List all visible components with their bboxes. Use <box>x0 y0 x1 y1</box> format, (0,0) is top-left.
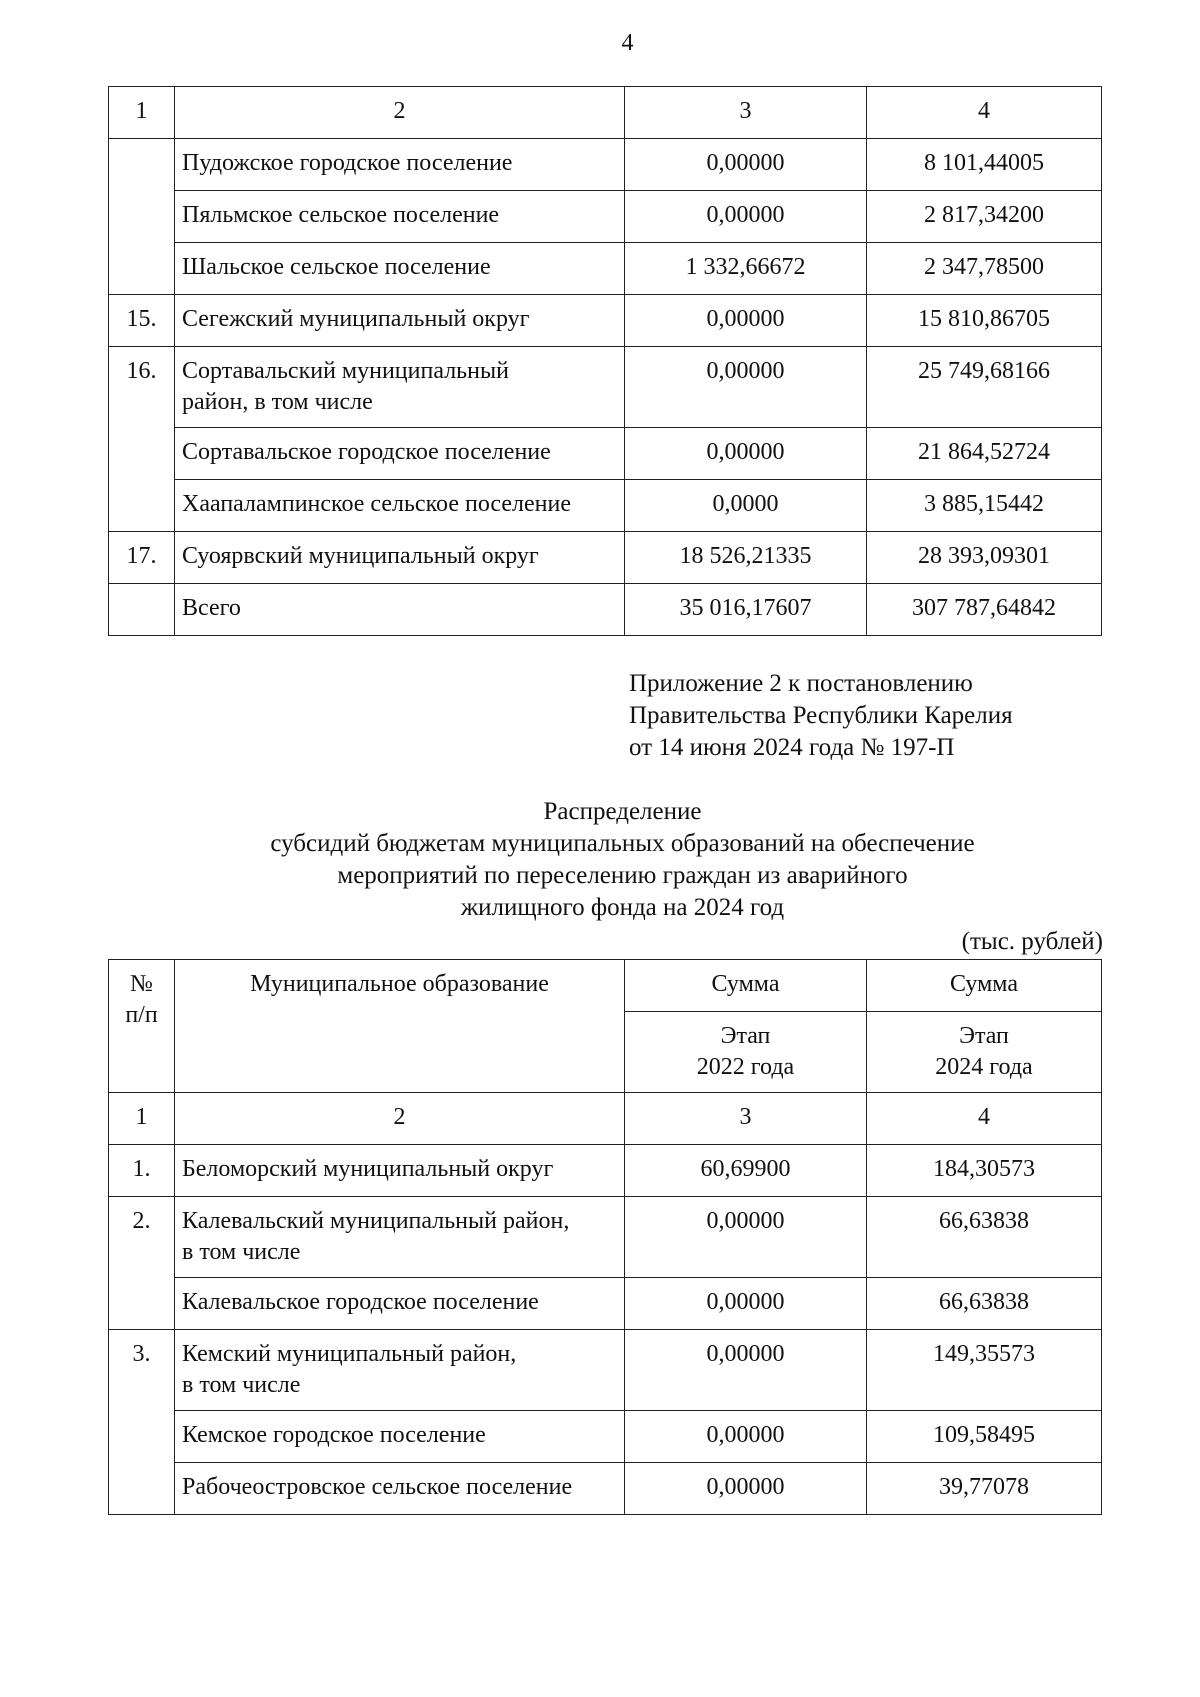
title-line: Распределение <box>543 798 702 825</box>
amount-2024: 2 817,34200 <box>867 191 1102 243</box>
total-amount-2024: 307 787,64842 <box>867 584 1102 636</box>
amount-2024: 109,58495 <box>867 1411 1102 1463</box>
column-number: 3 <box>625 1093 867 1145</box>
row-number: 15. <box>109 295 175 347</box>
amount-2024: 15 810,86705 <box>867 295 1102 347</box>
amount-2022: 1 332,66672 <box>625 243 867 295</box>
amount-2022: 0,0000 <box>625 480 867 532</box>
column-number: 2 <box>175 87 625 139</box>
municipality-name: Кемское городское поселение <box>175 1411 625 1463</box>
amount-2022: 60,69900 <box>625 1145 867 1197</box>
distribution-table <box>108 959 1102 1515</box>
amount-2024: 66,63838 <box>867 1278 1102 1330</box>
municipality-name-line: район, в том числе <box>182 389 373 415</box>
amount-2024: 149,35573 <box>867 1330 1102 1411</box>
amount-2024: 39,77078 <box>867 1463 1102 1515</box>
amount-2024: 2 347,78500 <box>867 243 1102 295</box>
amount-2022: 18 526,21335 <box>625 532 867 584</box>
column-number: 3 <box>625 87 867 139</box>
municipality-name <box>175 1330 625 1411</box>
amount-2024: 184,30573 <box>867 1145 1102 1197</box>
table-row <box>109 347 1102 428</box>
municipality-name: Рабочеостровское сельское поселение <box>175 1463 625 1515</box>
municipality-name-line: Калевальский муниципальный район, <box>182 1208 570 1234</box>
total-amount-2022: 35 016,17607 <box>625 584 867 636</box>
title-line: жилищного фонда на 2024 год <box>460 894 785 921</box>
column-number: 1 <box>109 1093 175 1145</box>
municipality-name: Пудожское городское поселение <box>175 139 625 191</box>
table-row <box>109 295 1102 347</box>
municipality-name-line: Сортавальский муниципальный <box>182 358 509 384</box>
column-number: 4 <box>867 1093 1102 1145</box>
table-row <box>109 1330 1102 1411</box>
municipality-name-line: в том числе <box>182 1239 301 1265</box>
table-row <box>109 428 1102 480</box>
municipality-name <box>175 1197 625 1278</box>
amount-2024: 21 864,52724 <box>867 428 1102 480</box>
table-row <box>109 1145 1102 1197</box>
table-row <box>109 1463 1102 1515</box>
amount-2024: 8 101,44005 <box>867 139 1102 191</box>
table-row <box>109 1411 1102 1463</box>
total-label: Всего <box>175 584 625 636</box>
row-number: 17. <box>109 532 175 584</box>
table-total-row <box>109 584 1102 636</box>
page-number: 4 <box>621 30 634 56</box>
municipality-name <box>175 347 625 428</box>
amount-2024: 66,63838 <box>867 1197 1102 1278</box>
table-row <box>109 191 1102 243</box>
header-sum: Сумма <box>867 960 1102 1012</box>
table-row <box>109 139 1102 191</box>
header-stage-line: Этап <box>959 1023 1009 1049</box>
municipality-name-line: Кемский муниципальный район, <box>182 1341 517 1367</box>
header-sum: Сумма <box>625 960 867 1012</box>
amount-2022: 0,00000 <box>625 191 867 243</box>
header-municipality: Муниципальное образование <box>175 960 625 1093</box>
amount-2024: 3 885,15442 <box>867 480 1102 532</box>
title-line: мероприятий по переселению граждан из аварийного <box>337 862 908 889</box>
table-row <box>109 480 1102 532</box>
amount-2022: 0,00000 <box>625 295 867 347</box>
municipality-name: Шальское сельское поселение <box>175 243 625 295</box>
header-stage-line: 2024 года <box>935 1054 1033 1080</box>
table-column-number-row <box>109 1093 1102 1145</box>
header-number-line: № <box>130 971 153 997</box>
municipality-name: Сортавальское городское поселение <box>175 428 625 480</box>
municipality-name: Суоярвский муниципальный округ <box>175 532 625 584</box>
municipality-name-line: в том числе <box>182 1372 301 1398</box>
municipality-name: Беломорский муниципальный округ <box>175 1145 625 1197</box>
amount-2024: 28 393,09301 <box>867 532 1102 584</box>
row-number: 16. <box>109 347 175 532</box>
column-number: 2 <box>175 1093 625 1145</box>
table-row <box>109 243 1102 295</box>
table-header-row <box>109 960 1102 1012</box>
table-row <box>109 532 1102 584</box>
amount-2022: 0,00000 <box>625 428 867 480</box>
municipality-name: Пяльмское сельское поселение <box>175 191 625 243</box>
appendix-reference <box>629 668 1013 764</box>
municipality-name: Сегежский муниципальный округ <box>175 295 625 347</box>
units-label: (тыс. рублей) <box>961 928 1103 955</box>
row-number: 3. <box>109 1330 175 1515</box>
table-continuation <box>108 86 1102 636</box>
table-row <box>109 1197 1102 1278</box>
row-number-cell <box>109 139 175 295</box>
amount-2022: 0,00000 <box>625 1411 867 1463</box>
title-line: субсидий бюджетам муниципальных образований на обеспечение <box>270 830 975 857</box>
table-column-number-row <box>109 87 1102 139</box>
header-number <box>109 960 175 1093</box>
municipality-name: Хаапалампинское сельское поселение <box>175 480 625 532</box>
header-number-line: п/п <box>125 1002 158 1028</box>
appendix-line: от 14 июня 2024 года № 197-П <box>629 734 955 761</box>
row-number: 1. <box>109 1145 175 1197</box>
table-row <box>109 1278 1102 1330</box>
municipality-name: Калевальское городское поселение <box>175 1278 625 1330</box>
appendix-line: Правительства Республики Карелия <box>629 702 1013 729</box>
amount-2022: 0,00000 <box>625 1463 867 1515</box>
amount-2022: 0,00000 <box>625 1278 867 1330</box>
amount-2024: 25 749,68166 <box>867 347 1102 428</box>
row-number <box>109 584 175 636</box>
amount-2022: 0,00000 <box>625 347 867 428</box>
document-title <box>0 796 1200 924</box>
appendix-line: Приложение 2 к постановлению <box>629 670 973 697</box>
header-stage-2024 <box>867 1012 1102 1093</box>
amount-2022: 0,00000 <box>625 1330 867 1411</box>
column-number: 1 <box>109 87 175 139</box>
header-stage-2022 <box>625 1012 867 1093</box>
header-stage-line: 2022 года <box>696 1054 795 1080</box>
header-stage-line: Этап <box>720 1023 771 1049</box>
row-number: 2. <box>109 1197 175 1330</box>
amount-2022: 0,00000 <box>625 139 867 191</box>
column-number: 4 <box>867 87 1102 139</box>
amount-2022: 0,00000 <box>625 1197 867 1278</box>
